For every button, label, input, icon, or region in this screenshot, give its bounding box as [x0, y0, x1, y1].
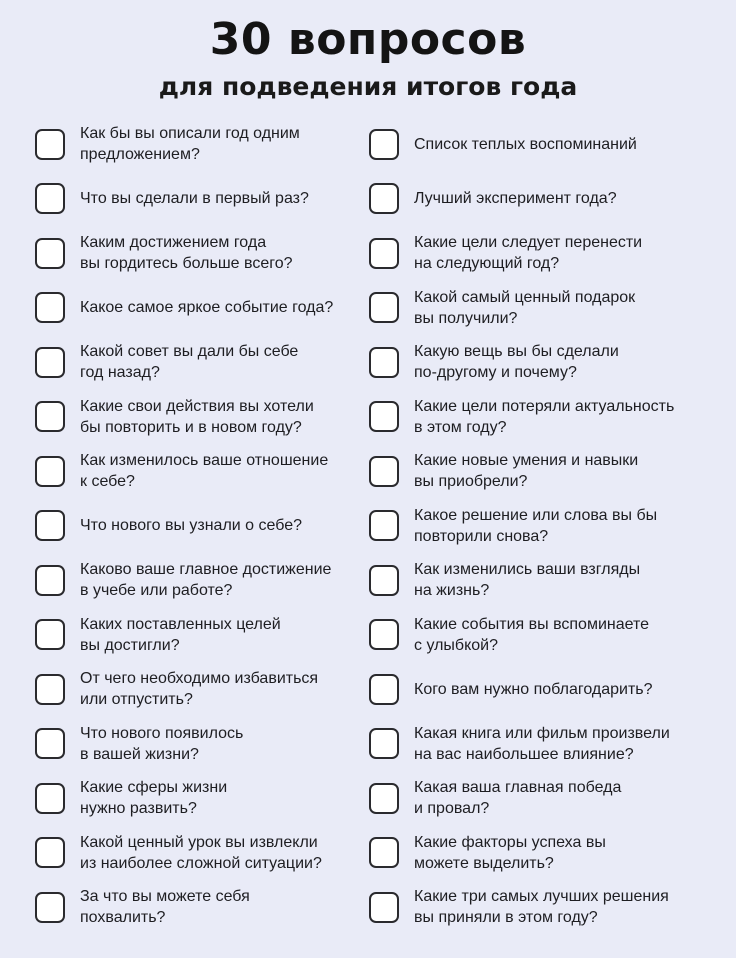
checkbox[interactable]: [369, 129, 399, 160]
question-text: За что вы можете себя похвалить?: [80, 888, 250, 927]
question-item: [35, 717, 365, 772]
question-item: [35, 117, 365, 172]
checkbox[interactable]: [369, 728, 399, 759]
questions-left-column: [35, 117, 365, 935]
question-text: От чего необходимо избавиться или отпустить?: [80, 670, 319, 709]
checkbox[interactable]: [35, 510, 65, 541]
checkbox[interactable]: [369, 347, 399, 378]
question-item: [35, 172, 365, 227]
checkbox[interactable]: [35, 238, 65, 269]
checkbox[interactable]: [35, 183, 65, 214]
question-text: Лучший эксперимент года?: [414, 190, 617, 208]
question-item: [369, 880, 714, 935]
question-text: Как бы вы описали год одним предложением?: [80, 125, 300, 164]
question-item: [369, 444, 714, 499]
question-text: Какая ваша главная победа и провал?: [414, 779, 622, 818]
page-subtitle: для подведения итогов года: [158, 72, 578, 101]
checkbox[interactable]: [369, 183, 399, 214]
checkbox[interactable]: [369, 510, 399, 541]
question-item: [35, 444, 365, 499]
question-text: Какой совет вы дали бы себе год назад?: [80, 343, 299, 382]
question-text: Какие события вы вспоминаете с улыбкой?: [414, 615, 650, 654]
question-item: [369, 172, 714, 227]
checkbox[interactable]: [35, 129, 65, 160]
question-item: [369, 117, 714, 172]
question-item: [35, 662, 365, 717]
checkbox[interactable]: [35, 456, 65, 487]
page-title: 30 вопросов: [209, 14, 527, 65]
question-text: Каким достижением года вы гордитесь больше всего?: [80, 234, 293, 273]
question-text: Кого вам нужно поблагодарить?: [414, 680, 653, 698]
checkbox[interactable]: [369, 292, 399, 323]
question-text: Какие новые умения и навыки вы приобрели?: [414, 452, 639, 491]
checkbox[interactable]: [35, 401, 65, 432]
question-item: [35, 553, 365, 608]
question-item: [35, 826, 365, 881]
question-item: [369, 608, 714, 663]
question-item: [35, 226, 365, 281]
checkbox[interactable]: [35, 292, 65, 323]
checkbox[interactable]: [369, 783, 399, 814]
checkbox[interactable]: [35, 619, 65, 650]
question-text: Какую вещь вы бы сделали по-другому и почему?: [414, 343, 619, 382]
question-text: Что нового вы узнали о себе?: [80, 517, 303, 535]
question-item: [369, 335, 714, 390]
question-text: Каких поставленных целей вы достигли?: [80, 615, 281, 654]
question-item: [35, 335, 365, 390]
question-item: [369, 771, 714, 826]
question-item: [35, 880, 365, 935]
question-item: [35, 281, 365, 336]
question-item: [369, 281, 714, 336]
question-item: [35, 771, 365, 826]
question-text: Как изменились ваши взгляды на жизнь?: [414, 561, 641, 600]
checkbox[interactable]: [369, 619, 399, 650]
question-item: [369, 226, 714, 281]
question-text: Какой самый ценный подарок вы получили?: [414, 288, 636, 327]
questions-right-column: [369, 117, 714, 935]
question-item: [369, 390, 714, 445]
question-text: Какие три самых лучших решения вы приняли в этом году?: [414, 888, 669, 927]
checkbox[interactable]: [369, 565, 399, 596]
question-text: Список теплых воспоминаний: [414, 135, 637, 153]
question-text: Какие свои действия вы хотели бы повторить и в новом году?: [80, 397, 314, 436]
question-item: [35, 608, 365, 663]
question-text: Какое решение или слова вы бы повторили снова?: [414, 506, 658, 545]
checkbox[interactable]: [35, 837, 65, 868]
question-item: [369, 826, 714, 881]
checkbox[interactable]: [369, 456, 399, 487]
question-item: [369, 499, 714, 554]
question-text: Какие факторы успеха вы можете выделить?: [414, 833, 606, 872]
checkbox[interactable]: [369, 401, 399, 432]
checkbox[interactable]: [35, 347, 65, 378]
question-item: [35, 390, 365, 445]
question-text: Какие сферы жизни нужно развить?: [80, 779, 228, 818]
question-item: [369, 662, 714, 717]
checkbox[interactable]: [35, 783, 65, 814]
checkbox[interactable]: [369, 238, 399, 269]
checkbox[interactable]: [369, 674, 399, 705]
question-text: Что нового появилось в вашей жизни?: [80, 724, 244, 763]
checkbox[interactable]: [35, 674, 65, 705]
question-text: Что вы сделали в первый раз?: [80, 190, 309, 208]
question-text: Какие цели потеряли актуальность в этом году?: [414, 397, 675, 436]
question-item: [369, 553, 714, 608]
checkbox[interactable]: [35, 892, 65, 923]
checkbox[interactable]: [369, 892, 399, 923]
question-item: [369, 717, 714, 772]
question-text: Какие цели следует перенести на следующий год?: [414, 234, 643, 273]
question-text: Какое самое яркое событие года?: [80, 299, 334, 317]
question-item: [35, 499, 365, 554]
checkbox[interactable]: [35, 565, 65, 596]
question-text: Каково ваше главное достижение в учебе или работе?: [80, 561, 332, 600]
checkbox[interactable]: [369, 837, 399, 868]
question-text: Какая книга или фильм произвели на вас наибольшее влияние?: [414, 724, 670, 763]
question-text: Какой ценный урок вы извлекли из наиболее сложной ситуации?: [80, 833, 322, 872]
question-text: Как изменилось ваше отношение к себе?: [80, 452, 329, 491]
checkbox[interactable]: [35, 728, 65, 759]
